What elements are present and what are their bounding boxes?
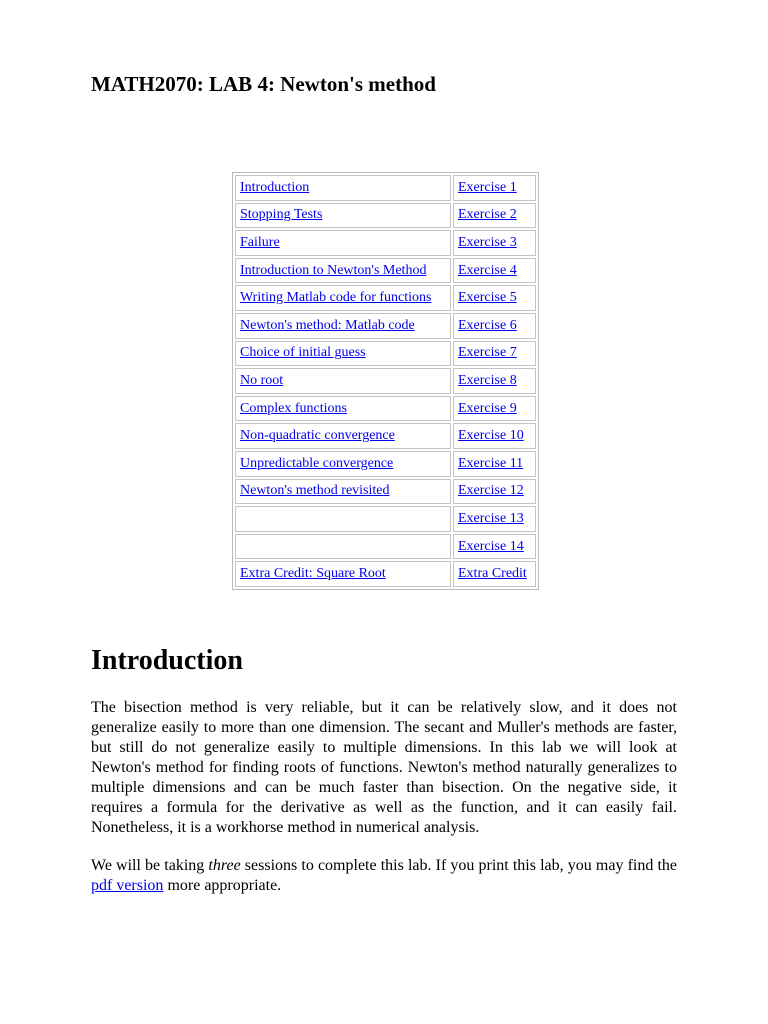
toc-link-exercise-13[interactable]: Exercise 13 (458, 510, 524, 526)
table-cell-exercise (453, 313, 536, 339)
table-cell-exercise (453, 258, 536, 284)
toc-link-exercise-1[interactable]: Exercise 1 (458, 179, 517, 195)
toc-link-exercise-2[interactable]: Exercise 2 (458, 207, 517, 223)
table-cell-topic (235, 423, 451, 449)
toc-link-exercise-8[interactable]: Exercise 8 (458, 372, 517, 388)
table-cell-exercise (453, 230, 536, 256)
toc-link-exercise-10[interactable]: Exercise 10 (458, 428, 524, 444)
table-cell-topic (235, 285, 451, 311)
toc-link-exercise-6[interactable]: Exercise 6 (458, 317, 517, 333)
table-cell-topic (235, 341, 451, 367)
emphasis-three: three (208, 857, 241, 874)
table-cell-topic (235, 451, 451, 477)
table-row (235, 341, 536, 367)
toc-link-exercise-9[interactable]: Exercise 9 (458, 400, 517, 416)
toc-link-complex-functions[interactable]: Complex functions (240, 400, 347, 416)
toc-link-unpredictable-convergence[interactable]: Unpredictable convergence (240, 455, 394, 471)
toc-link-intro-newtons-method[interactable]: Introduction to Newton's Method (240, 262, 427, 278)
table-row (235, 423, 536, 449)
table-cell-exercise (453, 561, 536, 587)
table-row (235, 479, 536, 505)
toc-link-non-quadratic-convergence[interactable]: Non-quadratic convergence (240, 428, 395, 444)
table-row (235, 175, 536, 201)
table-row (235, 230, 536, 256)
table-row (235, 368, 536, 394)
table-cell-exercise (453, 534, 536, 560)
table-row (235, 506, 536, 532)
table-row (235, 313, 536, 339)
table-cell-topic-empty (235, 534, 451, 560)
table-row (235, 396, 536, 422)
section-heading-introduction: Introduction (91, 645, 243, 676)
toc-link-exercise-7[interactable]: Exercise 7 (458, 345, 517, 361)
table-cell-exercise (453, 285, 536, 311)
table-cell-exercise (453, 341, 536, 367)
table-cell-exercise (453, 175, 536, 201)
table-cell-topic (235, 230, 451, 256)
table-cell-topic (235, 396, 451, 422)
table-cell-exercise (453, 479, 536, 505)
table-cell-exercise (453, 423, 536, 449)
toc-link-exercise-14[interactable]: Exercise 14 (458, 538, 524, 554)
table-cell-topic (235, 313, 451, 339)
table-row (235, 258, 536, 284)
pdf-version-link[interactable]: pdf version (91, 877, 164, 894)
table-cell-topic-empty (235, 506, 451, 532)
toc-link-extra-credit[interactable]: Extra Credit (458, 566, 527, 582)
table-cell-topic (235, 258, 451, 284)
table-cell-topic (235, 203, 451, 229)
contents-table (232, 172, 539, 590)
toc-link-no-root[interactable]: No root (240, 372, 284, 388)
contents-table-body (235, 175, 536, 587)
toc-link-introduction[interactable]: Introduction (240, 179, 310, 195)
table-cell-topic (235, 479, 451, 505)
table-cell-exercise (453, 203, 536, 229)
sessions-paragraph (91, 856, 677, 896)
toc-link-exercise-4[interactable]: Exercise 4 (458, 262, 517, 278)
toc-link-failure[interactable]: Failure (240, 234, 280, 250)
toc-link-matlab-functions[interactable]: Writing Matlab code for functions (240, 290, 432, 306)
toc-link-stopping-tests[interactable]: Stopping Tests (240, 207, 323, 223)
table-cell-topic (235, 175, 451, 201)
toc-link-exercise-11[interactable]: Exercise 11 (458, 455, 524, 471)
toc-link-initial-guess[interactable]: Choice of initial guess (240, 345, 366, 361)
table-cell-exercise (453, 506, 536, 532)
table-cell-topic (235, 368, 451, 394)
toc-link-exercise-3[interactable]: Exercise 3 (458, 234, 517, 250)
table-row (235, 285, 536, 311)
table-cell-exercise (453, 396, 536, 422)
table-row (235, 534, 536, 560)
table-cell-topic (235, 561, 451, 587)
sessions-text-start: We will be taking (91, 857, 209, 874)
toc-link-exercise-5[interactable]: Exercise 5 (458, 290, 517, 306)
toc-link-extra-credit-square-root[interactable]: Extra Credit: Square Root (240, 566, 386, 582)
table-row (235, 561, 536, 587)
intro-paragraph: The bisection method is very reliable, but it can be relatively slow, and it does not generalize easily to more than one dimension. The secant and Muller's methods are faster, but still do not generalize easily to multiple dimensions. In this lab we will look at Newton's method for finding roots of functions. Newton's method naturally generalizes to multiple dimensions and can be much faster than bisection. On the negative side, it requires a formula for the derivative as well as the function, and it can easily fail. Nonetheless, it is a workhorse method in numerical analysis. (91, 699, 677, 836)
toc-link-newtons-matlab-code[interactable]: Newton's method: Matlab code (240, 317, 415, 333)
toc-link-exercise-12[interactable]: Exercise 12 (458, 483, 524, 499)
table-row (235, 451, 536, 477)
table-row (235, 203, 536, 229)
page-title: MATH2070: LAB 4: Newton's method (91, 72, 436, 96)
toc-link-newtons-revisited[interactable]: Newton's method revisited (240, 483, 390, 499)
table-cell-exercise (453, 451, 536, 477)
table-cell-exercise (453, 368, 536, 394)
sessions-text-end: more appropriate. (163, 877, 282, 894)
sessions-text-middle: sessions to complete this lab. If you print this lab, you may find the (240, 857, 678, 874)
